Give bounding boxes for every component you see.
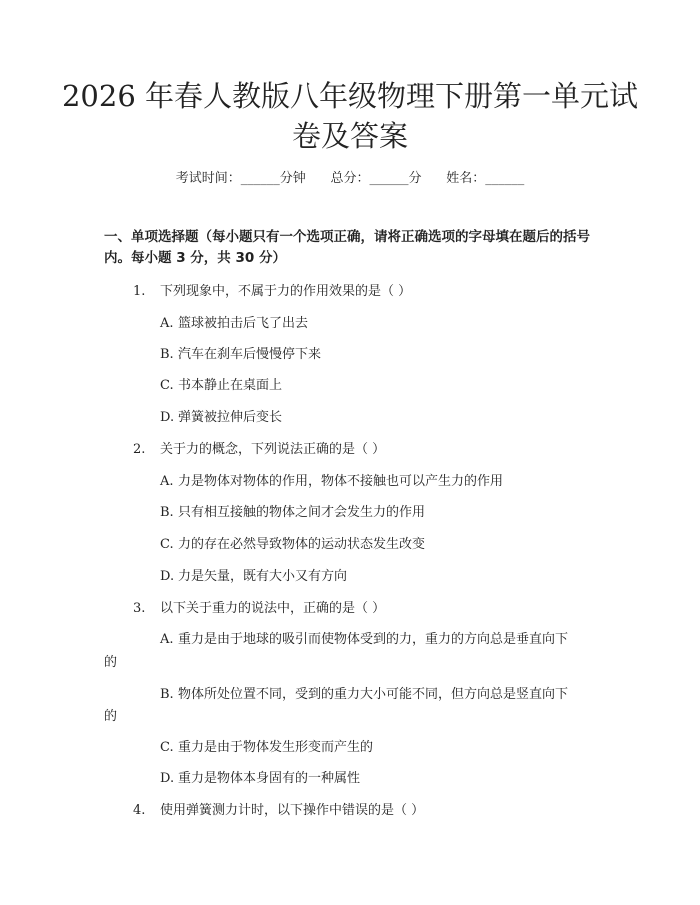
question-number: 3. [133, 601, 146, 616]
option-text: 书本静止在桌面上 [178, 378, 283, 393]
option-text: 只有相互接触的物体之间才会发生力的作用 [178, 505, 426, 520]
question-number: 1. [133, 284, 146, 299]
option-text: 弹簧被拉伸后变长 [178, 410, 283, 425]
option-letter: A. [160, 632, 174, 647]
option-text: 篮球被拍击后飞了出去 [178, 316, 309, 331]
option-text: 力的存在必然导致物体的运动状态发生改变 [178, 537, 426, 552]
option-letter: D. [160, 569, 175, 584]
question-text: 关于力的概念，下列说法正确的是（ ） [160, 442, 386, 457]
option-text: 物体所处位置不同，受到的重力大小可能不同，但方向总是竖直向下 [178, 687, 569, 702]
question-text: 使用弹簧测力计时，以下操作中错误的是（ ） [160, 803, 425, 818]
option-letter: A. [160, 316, 174, 331]
option-text-wrap: 的 [104, 709, 118, 724]
section-heading: 一、单项选择题（每小题只有一个选项正确，请将正确选项的字母填在题后的括号内。每小题 3 分，共 30 分） [104, 229, 590, 266]
option-text: 重力是由于地球的吸引而使物体受到的力，重力的方向总是垂直向下 [178, 632, 569, 647]
option-letter: D. [160, 771, 175, 786]
option-letter: B. [160, 687, 174, 702]
option-letter: B. [160, 505, 174, 520]
option-text: 力是矢量，既有大小又有方向 [178, 569, 348, 584]
option-text: 重力是物体本身固有的一种属性 [178, 771, 361, 786]
document-title: 2026 年春人教版八年级物理下册第一单元试卷及答案 [61, 79, 639, 153]
option-text: 力是物体对物体的作用，物体不接触也可以产生力的作用 [178, 474, 504, 489]
question-text: 以下关于重力的说法中，正确的是（ ） [160, 601, 386, 616]
option-letter: C. [160, 740, 174, 755]
question-text: 下列现象中，不属于力的作用效果的是（ ） [160, 284, 412, 299]
question-number: 4. [133, 803, 146, 818]
option-text: 汽车在刹车后慢慢停下来 [178, 347, 322, 362]
option-letter: C. [160, 537, 174, 552]
option-letter: C. [160, 378, 174, 393]
option-text: 重力是由于物体发生形变而产生的 [178, 740, 374, 755]
question-number: 2. [133, 442, 146, 457]
option-letter: B. [160, 347, 174, 362]
option-text-wrap: 的 [104, 655, 118, 670]
option-letter: A. [160, 474, 174, 489]
option-letter: D. [160, 410, 175, 425]
exam-info-line: 考试时间：______分钟 总分：______分 姓名：______ [175, 171, 525, 186]
